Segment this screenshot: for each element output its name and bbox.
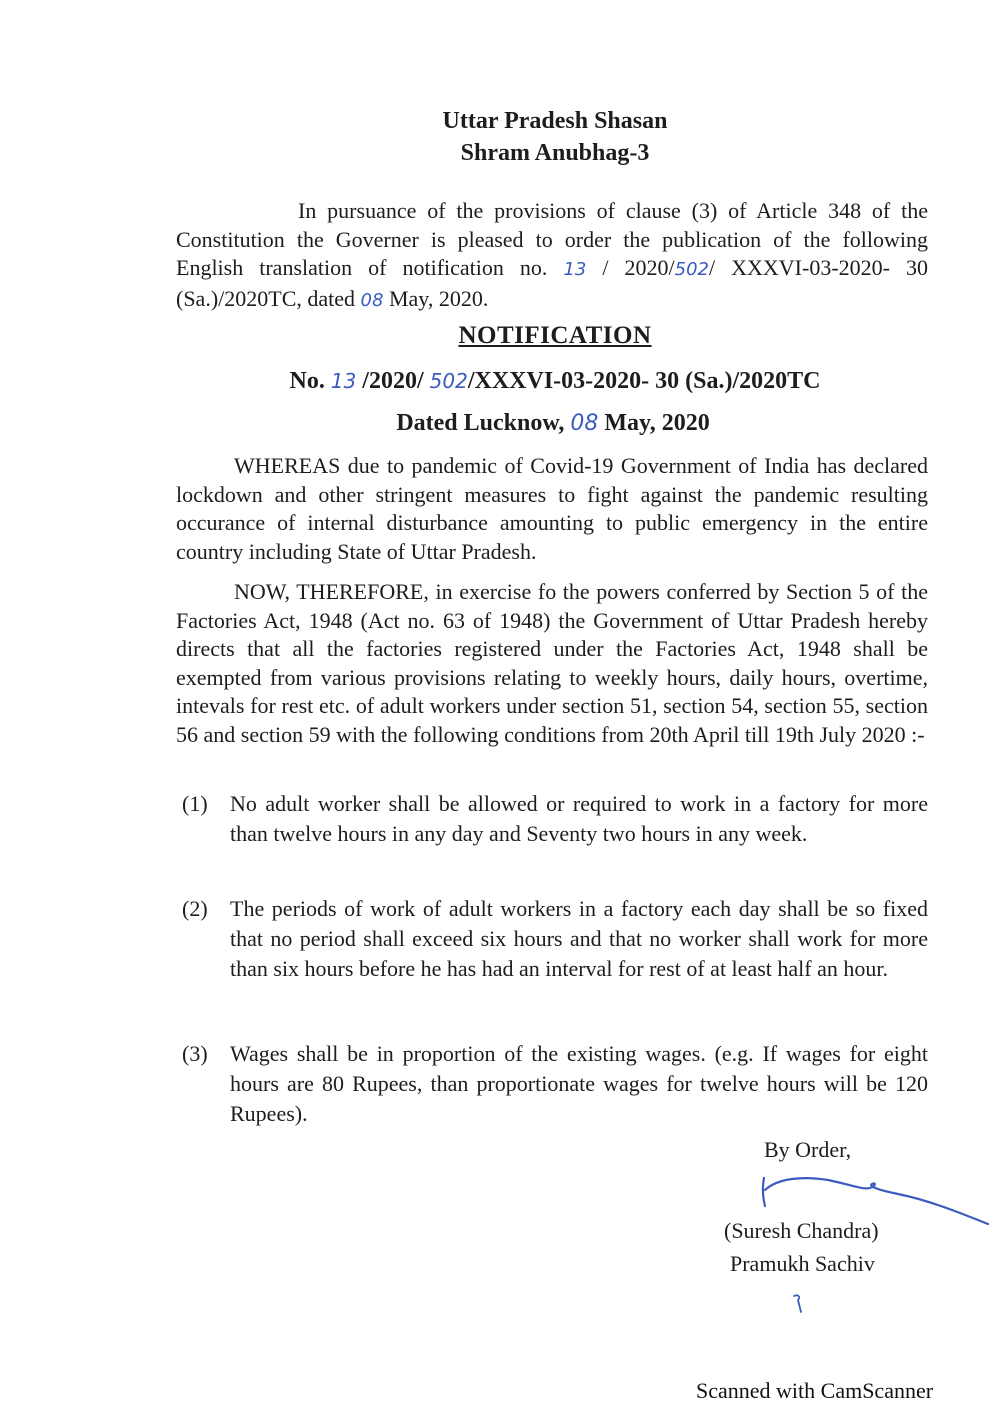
signatory-designation: Pramukh Sachiv — [730, 1251, 875, 1276]
handwritten-mark — [790, 1292, 806, 1316]
handwritten-number-2: 502 — [674, 259, 709, 281]
intro-text-1: In pursuance of the provisions of clause (3) of Article 348 of the Constitution the Governer is pleased to order the publication of the following English translation of notification no. — [176, 198, 928, 281]
handwritten-date: 08 — [360, 289, 384, 311]
notification-no-suffix: /XXXVI-03-2020- 30 (Sa.)/2020TC — [467, 368, 821, 394]
now-therefore-paragraph: NOW, THEREFORE, in exercise fo the powers conferred by Section 5 of the Factories Act, 1948 (Act no. 63 of 1948) the Government of Uttar Pradesh hereby directs that all the factories registered under the Factories Act, 1948 shall be exempted from various provisions relating to weekly hours, daily hours, overtime, intevals for rest etc. of adult workers under section 51, section 54, section 55, section 56 and section 59 with the following conditions from 20th April till 19th July 2020 :- — [176, 579, 928, 747]
handwritten-notification-number-2: 502 — [429, 369, 468, 393]
handwritten-number: 13 — [563, 259, 587, 281]
notification-title: NOTIFICATION — [458, 322, 652, 349]
condition-text: No adult worker shall be allowed or required to work in a factory for more than twelve hours in any day and Seventy two hours in any week. — [230, 791, 928, 846]
dated-prefix: Dated Lucknow, — [396, 410, 565, 436]
condition-number: (1) — [182, 791, 208, 816]
condition-text: Wages shall be in proportion of the existing wages. (e.g. If wages for eight hours are 80 Rupees, than proportionate wages for twelve hours will be 120 Rupees). — [230, 1041, 928, 1126]
condition-item-2 — [182, 894, 928, 984]
condition-text: The periods of work of adult workers in a factory each day shall be so fixed that no period shall exceed six hours and that no worker shall work for more than six hours before he has had an interval for rest of at least half an hour. — [230, 896, 928, 981]
intro-text-2: / 2020/ — [602, 255, 675, 281]
condition-number: (2) — [182, 896, 208, 921]
notification-number — [0, 368, 1000, 395]
header-line-2: Shram Anubhag-3 — [460, 140, 650, 166]
whereas-paragraph: WHEREAS due to pandemic of Covid-19 Government of India has declared lockdown and other stringent measures to fight against the pandemic resulting occurance of internal disturbance amounting to public emergency in the entire country including State of Uttar Pradesh. — [176, 453, 928, 564]
notification-no-mid: /2020/ — [362, 368, 424, 394]
by-order: By Order, — [764, 1137, 852, 1162]
scanner-watermark: Scanned with CamScanner — [696, 1378, 934, 1403]
notification-date — [0, 410, 1000, 437]
intro-paragraph — [176, 197, 928, 315]
intro-text-3: / XXXVI-03-2020- 30 (Sa.)/2020TC, dated — [176, 255, 929, 311]
handwritten-notification-number: 13 — [330, 369, 357, 393]
handwritten-notification-date: 08 — [570, 411, 599, 436]
condition-number: (3) — [182, 1041, 208, 1066]
signatory-name: (Suresh Chandra) — [724, 1218, 879, 1243]
dated-suffix: May, 2020 — [604, 410, 710, 436]
condition-item-1 — [182, 789, 928, 849]
header-line-1: Uttar Pradesh Shasan — [442, 108, 668, 134]
intro-text-4: May, 2020. — [388, 285, 489, 311]
condition-item-3 — [182, 1039, 928, 1129]
notification-no-prefix: No. — [289, 368, 325, 394]
